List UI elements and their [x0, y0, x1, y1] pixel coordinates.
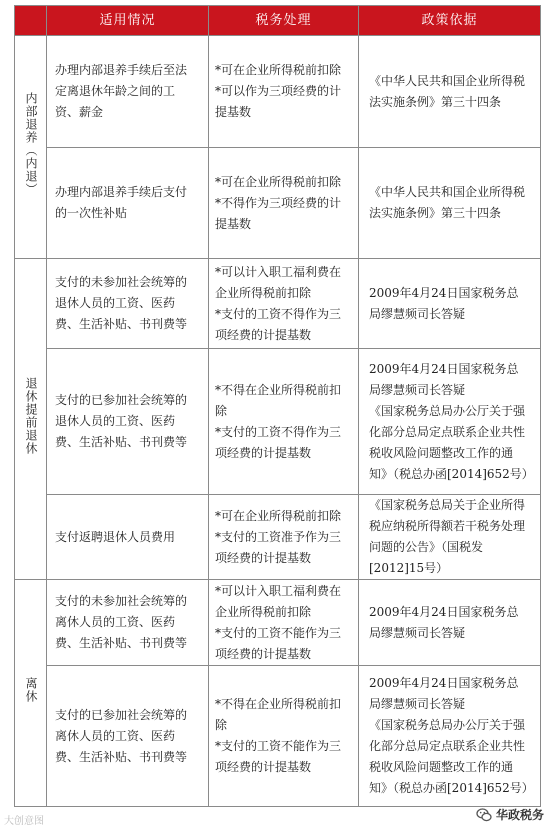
policy-cell: 2009年4月24日国家税务总局缪慧频司长答疑 — [359, 259, 541, 349]
category-label: 离休 — [24, 676, 38, 703]
situation-cell: 支付的已参加社会统筹的离休人员的工资、医药费、生活补贴、书刊费等 — [47, 666, 209, 807]
tax-treatment-cell: *不得在企业所得税前扣除 *支付的工资不能作为三项经费的计提基数 — [209, 666, 359, 807]
tax-treatment-cell: *可以计入职工福利费在企业所得税前扣除 *支付的工资不得作为三项经费的计提基数 — [209, 259, 359, 349]
tax-treatment-cell: *可在企业所得税前扣除 *支付的工资准予作为三项经费的计提基数 — [209, 495, 359, 580]
tax-treatment-cell: *不得在企业所得税前扣除 *支付的工资不得作为三项经费的计提基数 — [209, 349, 359, 495]
header-policy-basis: 政策依据 — [359, 6, 541, 36]
table-row — [15, 495, 541, 580]
category-cell — [15, 259, 47, 580]
policy-cell: 2009年4月24日国家税务总局缪慧频司长答疑 — [359, 580, 541, 666]
brand-name: 华政税务 — [495, 808, 544, 822]
situation-cell: 支付的已参加社会统筹的退休人员的工资、医药费、生活补贴、书刊费等 — [47, 349, 209, 495]
wechat-icon — [476, 807, 492, 823]
table-row — [15, 36, 541, 148]
policy-cell: 《中华人民共和国企业所得税法实施条例》第三十四条 — [359, 148, 541, 259]
header-blank — [15, 6, 47, 36]
header-tax-treatment: 税务处理 — [209, 6, 359, 36]
table-row — [15, 349, 541, 495]
table-row — [15, 148, 541, 259]
watermark-left: 大创意图 — [4, 816, 44, 827]
situation-cell: 办理内部退养手续后支付的一次性补贴 — [47, 148, 209, 259]
situation-cell: 支付返聘退休人员费用 — [47, 495, 209, 580]
table-row — [15, 666, 541, 807]
table-row — [15, 580, 541, 666]
tax-treatment-cell: *可在企业所得税前扣除 *可以作为三项经费的计提基数 — [209, 36, 359, 148]
header-situation: 适用情况 — [47, 6, 209, 36]
category-label: 内部退养（内退） — [24, 91, 38, 196]
situation-cell: 支付的未参加社会统筹的退休人员的工资、医药费、生活补贴、书刊费等 — [47, 259, 209, 349]
policy-cell: 2009年4月24日国家税务总局缪慧频司长答疑 《国家税务总局办公厅关于强化部分总局定点联系企业共性税收风险问题整改工作的通知》（税总办函[2014]652号） — [359, 666, 541, 807]
brand-watermark — [476, 806, 544, 823]
table-row — [15, 259, 541, 349]
policy-cell: 《中华人民共和国企业所得税法实施条例》第三十四条 — [359, 36, 541, 148]
table-header-row — [15, 6, 541, 36]
policy-cell: 2009年4月24日国家税务总局缪慧频司长答疑 《国家税务总局办公厅关于强化部分总局定点联系企业共性税收风险问题整改工作的通知》（税总办函[2014]652号） — [359, 349, 541, 495]
category-cell — [15, 580, 47, 807]
category-cell — [15, 36, 47, 259]
category-label: 退休提前退休 — [24, 376, 38, 455]
tax-treatment-cell: *可在企业所得税前扣除 *不得作为三项经费的计提基数 — [209, 148, 359, 259]
situation-cell: 办理内部退养手续后至法定离退休年龄之间的工资、薪金 — [47, 36, 209, 148]
policy-cell: 《国家税务总局关于企业所得税应纳税所得额若干税务处理问题的公告》（国税发[2012]15号） — [359, 495, 541, 580]
tax-policy-table — [14, 5, 541, 807]
tax-treatment-cell: *可以计入职工福利费在企业所得税前扣除 *支付的工资不能作为三项经费的计提基数 — [209, 580, 359, 666]
situation-cell: 支付的未参加社会统筹的离休人员的工资、医药费、生活补贴、书刊费等 — [47, 580, 209, 666]
